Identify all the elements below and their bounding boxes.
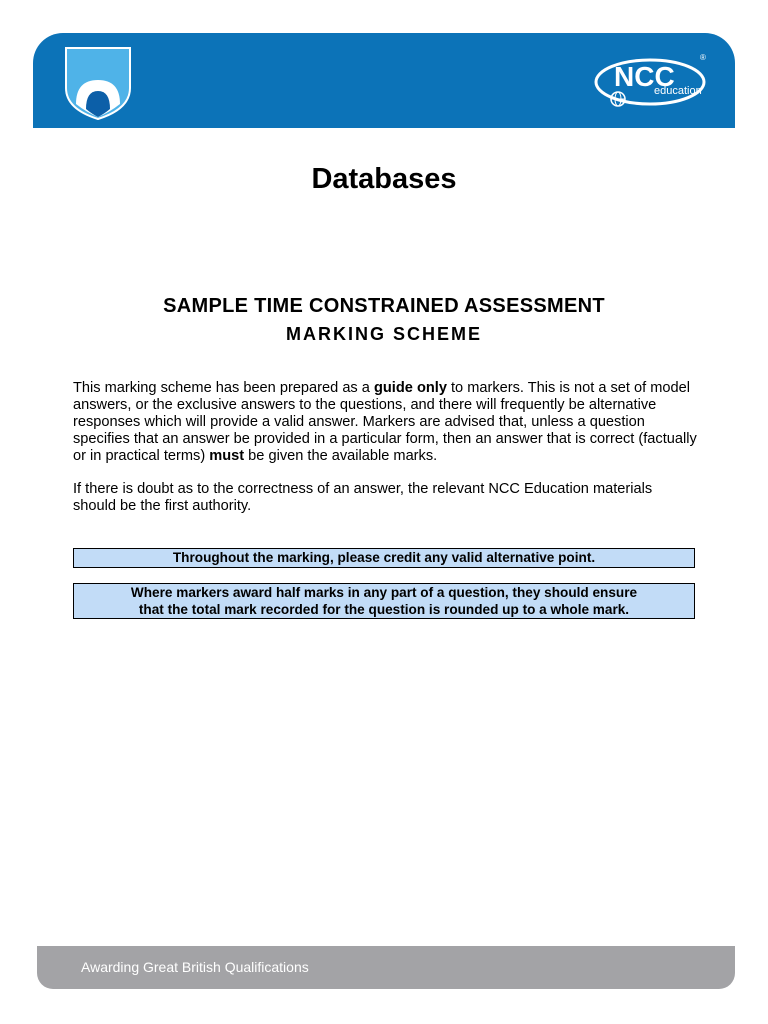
intro-text-1: This marking scheme has been prepared as a [73,380,374,396]
ncc-education-logo [592,49,714,111]
registered-mark: ® [700,53,706,62]
note-box-half-marks [73,583,695,619]
intro-paragraph [73,380,698,465]
document-title: Databases [311,163,457,195]
university-shield-icon [64,46,132,121]
doubt-paragraph: If there is doubt as to the correctness of an answer, the relevant NCC Education materials should be the first authority. [73,481,653,514]
footer-band [37,946,735,989]
intro-text-2: to markers. This is not a set of model answers, or the exclusive answers to the questions, and there will frequently be alternative responses which will provide a valid answer. Markers are advised that, unless a question specifies that an answer be provided in a particular form, then an answer that is correct (factually or in practical terms) [73,380,697,464]
intro-bold-must: must [209,448,245,464]
footer-tagline: Awarding Great British Qualifications [81,959,309,975]
header-band [33,33,735,128]
marking-scheme-title: MARKING SCHEME [285,324,482,344]
intro-text-3: be given the available marks. [244,448,438,464]
intro-bold-guide-only: guide only [373,380,447,396]
logo-text: NCC [614,61,675,92]
note-half-marks-line1: Where markers award half marks in any part of a question, they should ensure [130,585,638,600]
note-box-alternative-point: Throughout the marking, please credit any valid alternative point. [73,548,695,568]
note-half-marks-line2: that the total mark recorded for the question is rounded up to a whole mark. [138,602,630,617]
assessment-title: SAMPLE TIME CONSTRAINED ASSESSMENT [163,295,605,317]
logo-subtext: education [654,85,702,97]
